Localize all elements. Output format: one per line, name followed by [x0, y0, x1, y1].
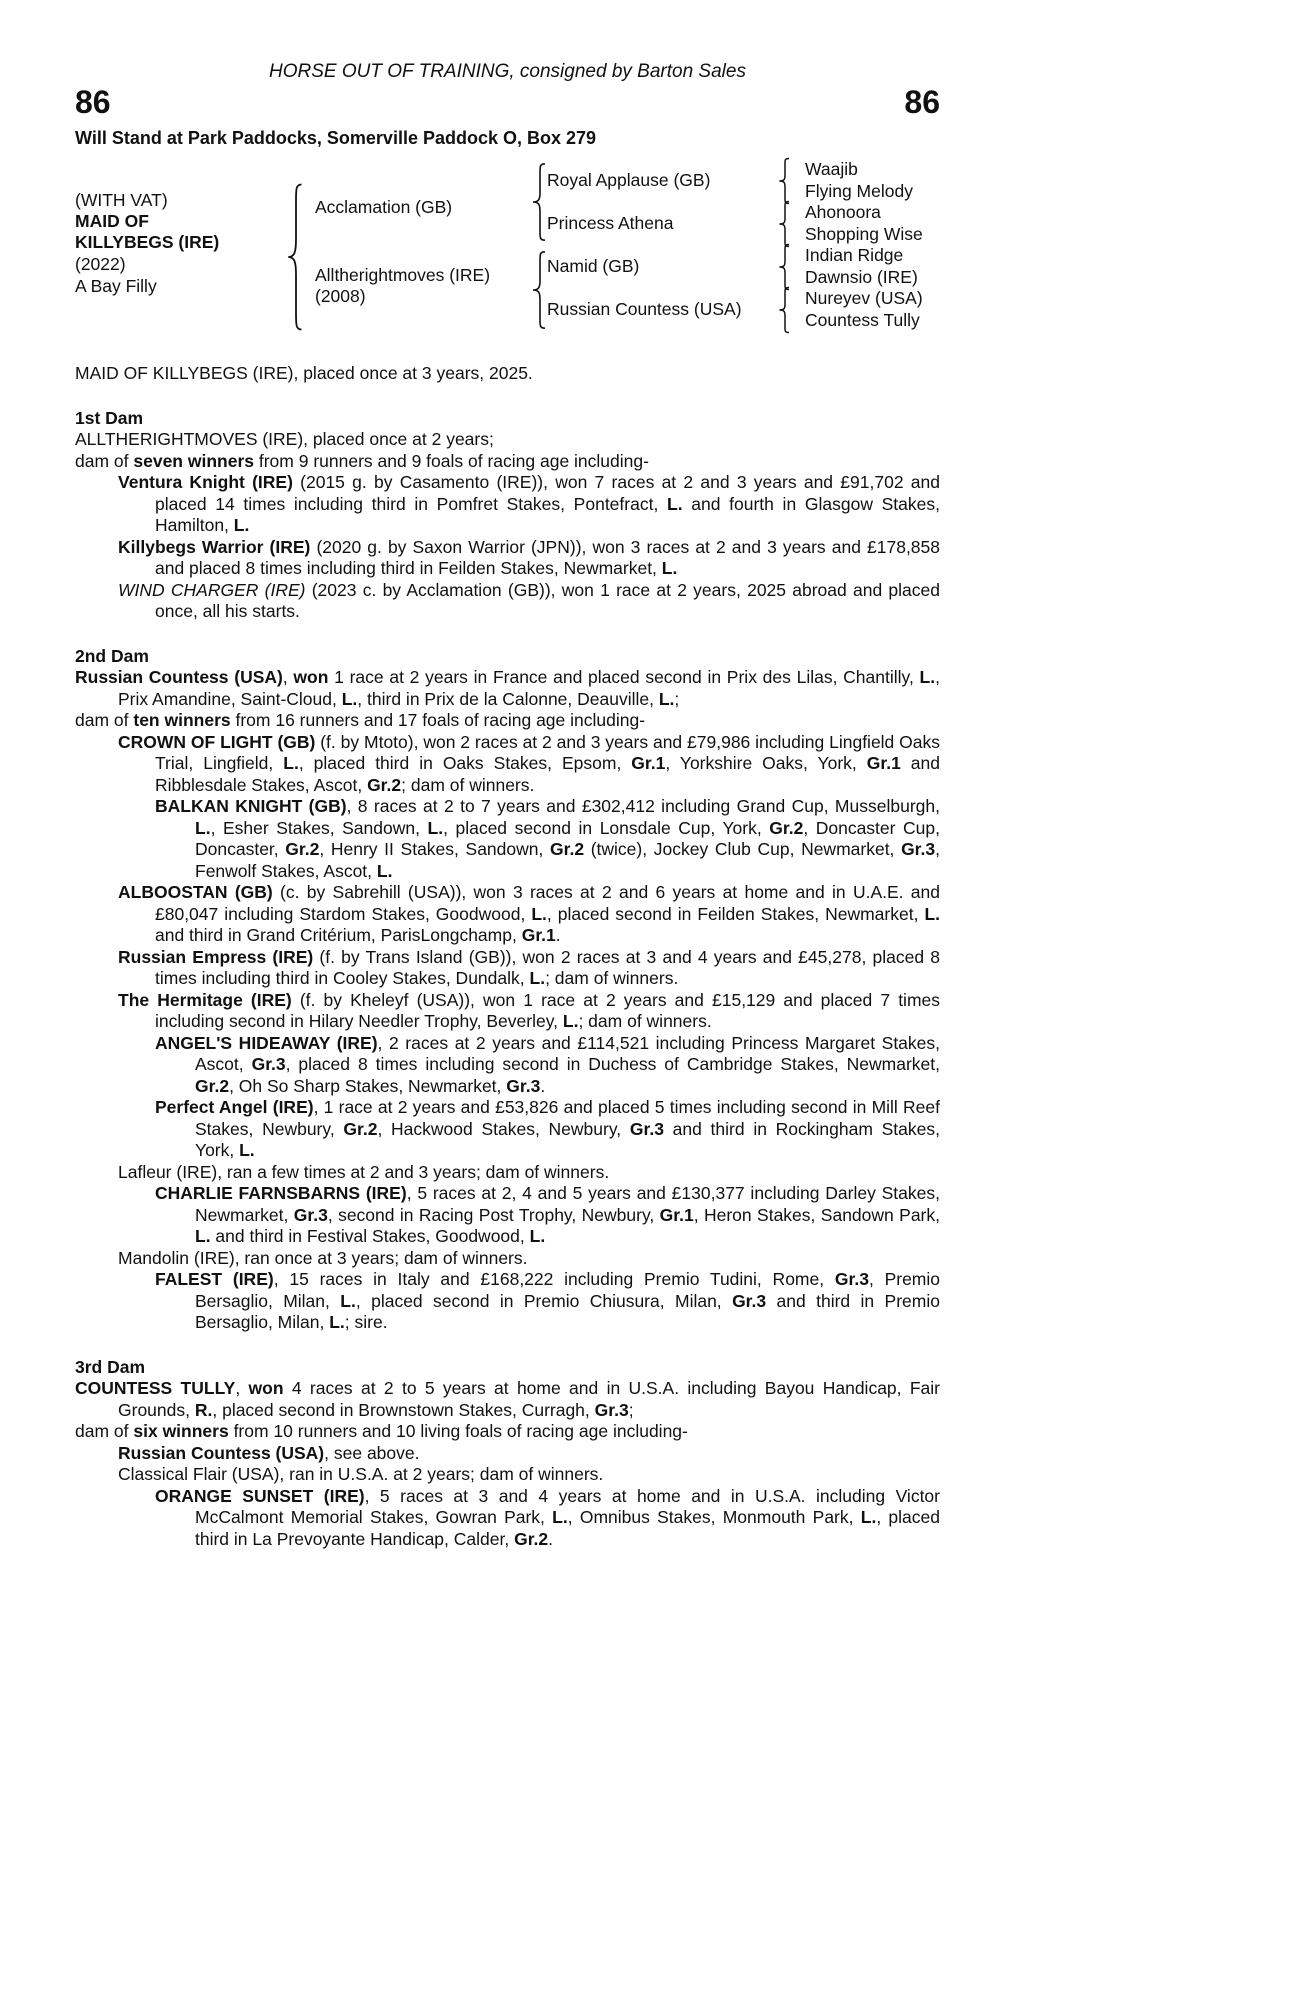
emphasised-text: Gr.1 — [521, 925, 556, 945]
emphasised-text: Gr.3 — [251, 1054, 286, 1074]
emphasised-text: FALEST (IRE) — [155, 1269, 274, 1289]
emphasised-text: L. — [340, 1290, 356, 1311]
catalogue-paragraph: Mandolin (IRE), ran once at 3 years; dam of winners. — [118, 1247, 528, 1268]
catalogue-paragraph: Killybegs Warrior (IRE) (2020 g. by Saxon Warrior (JPN)), won 3 races at 2 and 3 years and £178,858 and placed 8 times including third in Feilden Stakes, Newmarket, L. — [118, 536, 941, 578]
catalogue-paragraph: Russian Countess (USA), won 1 race at 2 years in France and placed second in Prix des Lilas, Chantilly, L., Prix Amandine, Saint-Cloud, L., third in Prix de la Calonne, Deauville, L.; — [75, 667, 940, 709]
emphasised-text: Gr.1 — [659, 1204, 694, 1225]
emphasised-text: L. — [341, 688, 358, 709]
catalogue-paragraph: ALLTHERIGHTMOVES (IRE), placed once at 2 years; — [75, 429, 494, 449]
catalogue-paragraph: Lafleur (IRE), ran a few times at 2 and 3 years; dam of winners. — [118, 1161, 610, 1182]
vat-note: (WITH VAT) — [75, 190, 168, 210]
emphasised-text: L. — [233, 515, 250, 535]
emphasised-text: L. — [531, 903, 547, 924]
ggp-brace-3 — [777, 244, 793, 290]
emphasised-text: The Hermitage (IRE) — [118, 989, 292, 1010]
emphasised-text: COUNTESS TULLY — [75, 1378, 236, 1398]
emphasised-text: L. — [919, 667, 936, 687]
sire-name: Acclamation (GB) — [315, 197, 453, 217]
emphasised-text: Gr.2 — [195, 1075, 230, 1096]
emphasised-text: L. — [329, 1312, 345, 1332]
emphasised-text: ORANGE SUNSET (IRE) — [155, 1485, 365, 1506]
dam-section-heading: 2nd Dam — [75, 645, 149, 666]
emphasised-text: Killybegs Warrior (IRE) — [118, 536, 311, 557]
emphasised-text: BALKAN KNIGHT (GB) — [155, 796, 347, 816]
dam-sections — [75, 408, 940, 1551]
pedigree-main-brace — [285, 183, 307, 331]
catalogue-paragraph: dam of ten winners from 16 runners and 17 foals of racing age including- — [75, 710, 646, 730]
catalogue-paragraph: Ventura Knight (IRE) (2015 g. by Casamento (IRE)), won 7 races at 2 and 3 years and £91,702 and placed 14 times including third in Pomfret Stakes, Pontefract, L. and fourth in Glasgow Stakes, Hamilton, L. — [118, 472, 940, 535]
catalogue-paragraph: Perfect Angel (IRE), 1 race at 2 years and £53,826 and placed 5 times including second in Mill Reef Stakes, Newbury, Gr.2, Hackwood Stakes, Newbury, Gr.3 and third in Rockingham Stakes, York, L. — [155, 1097, 940, 1160]
emphasised-text: Gr.3 — [834, 1269, 869, 1289]
emphasised-text: Gr.2 — [367, 774, 402, 795]
emphasised-text: ALBOOSTAN (GB) — [118, 882, 273, 902]
granddam-2: Russian Countess (USA) — [547, 299, 742, 319]
emphasised-text: Gr.2 — [550, 839, 585, 859]
emphasised-text: CROWN OF LIGHT (GB) — [118, 731, 316, 752]
emphasised-text: won — [248, 1378, 284, 1398]
emphasised-text: Gr.2 — [769, 817, 804, 838]
ggp-7: Nureyev (USA) — [805, 288, 923, 308]
catalogue-paragraph: ANGEL'S HIDEAWAY (IRE), 2 races at 2 years and £114,521 including Princess Margaret Stakes, Ascot, Gr.3, placed 8 times including second in Duchess of Cambridge Stakes, Newmarket, Gr.2, Oh So Sharp Stakes, Newmarket, Gr.3. — [155, 1032, 941, 1096]
emphasised-text: Ventura Knight (IRE) — [118, 472, 293, 492]
emphasised-text: ten winners — [133, 710, 231, 730]
emphasised-text: ANGEL'S HIDEAWAY (IRE) — [155, 1032, 378, 1053]
emphasised-text: L. — [195, 817, 211, 838]
emphasised-text: L. — [661, 558, 678, 578]
dam-section-heading: 1st Dam — [75, 407, 144, 428]
ggp-1: Waajib — [805, 159, 858, 179]
catalogue-paragraph: Classical Flair (USA), ran in U.S.A. at 2 years; dam of winners. — [118, 1464, 604, 1484]
emphasised-text: L. — [658, 688, 675, 709]
emphasised-text: WIND CHARGER (IRE) — [118, 579, 306, 600]
granddam-1: Princess Athena — [547, 213, 674, 233]
horse-name-line2: KILLYBEGS (IRE) — [75, 232, 220, 252]
catalogue-paragraph: dam of seven winners from 9 runners and 9 foals of racing age including- — [75, 450, 649, 471]
emphasised-text: Gr.1 — [866, 753, 901, 773]
ggp-8: Countess Tully — [805, 310, 920, 330]
catalogue-paragraph: FALEST (IRE), 15 races in Italy and £168,222 including Premio Tudini, Rome, Gr.3, Premio Bersaglio, Milan, L., placed second in Premio Chiusura, Milan, Gr.3 and third in Premio Bersaglio, Milan, L.; sire. — [155, 1269, 941, 1332]
emphasised-text: Gr.3 — [629, 1118, 664, 1139]
ggp-5: Indian Ridge — [805, 245, 904, 265]
colour-sex: A Bay Filly — [75, 276, 157, 296]
catalogue-paragraph: WIND CHARGER (IRE) (2023 c. by Acclamation (GB)), won 1 race at 2 years, 2025 abroad and placed once, all his starts. — [118, 579, 940, 621]
emphasised-text: Gr.2 — [285, 839, 320, 859]
race-record-line: MAID OF KILLYBEGS (IRE), placed once at 3 years, 2025. — [75, 363, 533, 383]
catalogue-paragraph: CROWN OF LIGHT (GB) (f. by Mtoto), won 2 races at 2 and 3 years and £79,986 including Lingfield Oaks Trial, Lingfield, L., placed third in Oaks Stakes, Epsom, Gr.1, Yorkshire Oaks, York, Gr.1 and Ribblesdale Stakes, Ascot, Gr.2; dam of winners. — [118, 731, 941, 795]
emphasised-text: Gr.2 — [514, 1528, 549, 1549]
emphasised-text: L. — [195, 1226, 211, 1246]
ggp-6: Dawnsio (IRE) — [805, 267, 918, 287]
horse-name-line1: MAID OF — [75, 211, 149, 231]
emphasised-text: L. — [562, 1011, 579, 1031]
ggp-3: Ahonoora — [805, 202, 881, 222]
emphasised-text: Russian Empress (IRE) — [118, 946, 314, 967]
emphasised-text: L. — [376, 860, 393, 881]
emphasised-text: L. — [552, 1507, 568, 1527]
grandsire-1: Royal Applause (GB) — [547, 170, 711, 190]
pedigree-table — [75, 155, 940, 337]
ggp-brace-1 — [777, 158, 793, 204]
emphasised-text: Gr.3 — [901, 839, 936, 859]
emphasised-text: seven winners — [133, 450, 254, 471]
dam-year: (2008) — [315, 286, 366, 306]
emphasised-text: Gr.1 — [631, 753, 666, 773]
lot-number-right: 86 — [904, 84, 940, 120]
catalogue-paragraph: dam of six winners from 10 runners and 10 living foals of racing age including- — [75, 1421, 688, 1441]
dam-name: Alltherightmoves (IRE) — [315, 265, 491, 285]
catalogue-paragraph: The Hermitage (IRE) (f. by Kheleyf (USA)), won 1 race at 2 years and £15,129 and placed 7 times including second in Hilary Needler Trophy, Beverley, L.; dam of winners. — [118, 989, 940, 1031]
emphasised-text: L. — [529, 1226, 546, 1246]
emphasised-text: Gr.3 — [506, 1075, 541, 1096]
page-content — [75, 0, 940, 1550]
dam-section-heading: 3rd Dam — [75, 1356, 146, 1377]
emphasised-text: Gr.3 — [293, 1204, 328, 1225]
ggp-brace-2 — [777, 201, 793, 247]
emphasised-text: L. — [667, 493, 683, 514]
catalogue-paragraph: ALBOOSTAN (GB) (c. by Sabrehill (USA)), won 3 races at 2 and 6 years at home and in U.A.E. and £80,047 including Stardom Stakes, Goodwood, L., placed second in Feilden Stakes, Newmarket, L. and third in Grand Critérium, ParisLongchamp, Gr.1. — [118, 882, 941, 945]
emphasised-text: L. — [860, 1507, 877, 1527]
catalogue-paragraph: COUNTESS TULLY, won 4 races at 2 to 5 years at home and in U.S.A. including Bayou Handicap, Fair Grounds, R., placed second in Brownstown Stakes, Curragh, Gr.3; — [75, 1378, 940, 1420]
grandsire-2: Namid (GB) — [547, 256, 640, 276]
lot-number-left: 86 — [75, 84, 111, 120]
emphasised-text: CHARLIE FARNSBARNS (IRE) — [155, 1183, 407, 1203]
catalogue-paragraph: Russian Countess (USA), see above. — [118, 1442, 420, 1463]
stand-location-line: Will Stand at Park Paddocks, Somerville Paddock O, Box 279 — [75, 128, 597, 148]
emphasised-text: won — [293, 667, 329, 687]
foaling-year: (2022) — [75, 254, 126, 274]
emphasised-text: L. — [924, 903, 940, 924]
catalogue-paragraph: ORANGE SUNSET (IRE), 5 races at 3 and 4 years at home and in U.S.A. including Victor McCalmont Memorial Stakes, Gowran Park, L., Omnibus Stakes, Monmouth Park, L., placed third in La Prevoyante Handicap, Calder, Gr.2. — [155, 1485, 940, 1549]
emphasised-text: six winners — [133, 1421, 229, 1441]
emphasised-text: Russian Countess (USA) — [118, 1442, 325, 1463]
ggp-4: Shopping Wise — [805, 224, 923, 244]
catalogue-paragraph: BALKAN KNIGHT (GB), 8 races at 2 to 7 years and £302,412 including Grand Cup, Musselburgh, L., Esher Stakes, Sandown, L., placed second in Lonsdale Cup, York, Gr.2, Doncaster Cup, Doncaster, Gr.2, Henry II Stakes, Sandown, Gr.2 (twice), Jockey Club Cup, Newmarket, Gr.3, Fenwolf Stakes, Ascot, L. — [155, 796, 940, 881]
catalogue-paragraph: Russian Empress (IRE) (f. by Trans Island (GB)), won 2 races at 3 and 4 years and £45,278, placed 8 times including third in Cooley Stakes, Dundalk, L.; dam of winners. — [118, 946, 940, 988]
emphasised-text: Perfect Angel (IRE) — [155, 1097, 314, 1117]
consignor-line: HORSE OUT OF TRAINING, consigned by Barton Sales — [269, 61, 746, 82]
ggp-brace-4 — [777, 287, 793, 333]
lot-number-row — [75, 85, 940, 119]
emphasised-text: L. — [529, 968, 546, 988]
emphasised-text: L. — [239, 1140, 255, 1160]
emphasised-text: Gr.2 — [343, 1118, 378, 1139]
emphasised-text: R. — [194, 1399, 213, 1420]
emphasised-text: L. — [283, 753, 299, 773]
emphasised-text: Russian Countess (USA) — [75, 667, 283, 687]
emphasised-text: Gr.3 — [732, 1290, 767, 1311]
emphasised-text: Gr.3 — [594, 1399, 629, 1420]
emphasised-text: L. — [427, 817, 444, 838]
ggp-2: Flying Melody — [805, 181, 913, 201]
catalogue-paragraph: CHARLIE FARNSBARNS (IRE), 5 races at 2, 4 and 5 years and £130,377 including Darley Stakes, Newmarket, Gr.3, second in Racing Post Trophy, Newbury, Gr.1, Heron Stakes, Sandown Park, L. and third in Festival Stakes, Goodwood, L. — [155, 1183, 940, 1246]
